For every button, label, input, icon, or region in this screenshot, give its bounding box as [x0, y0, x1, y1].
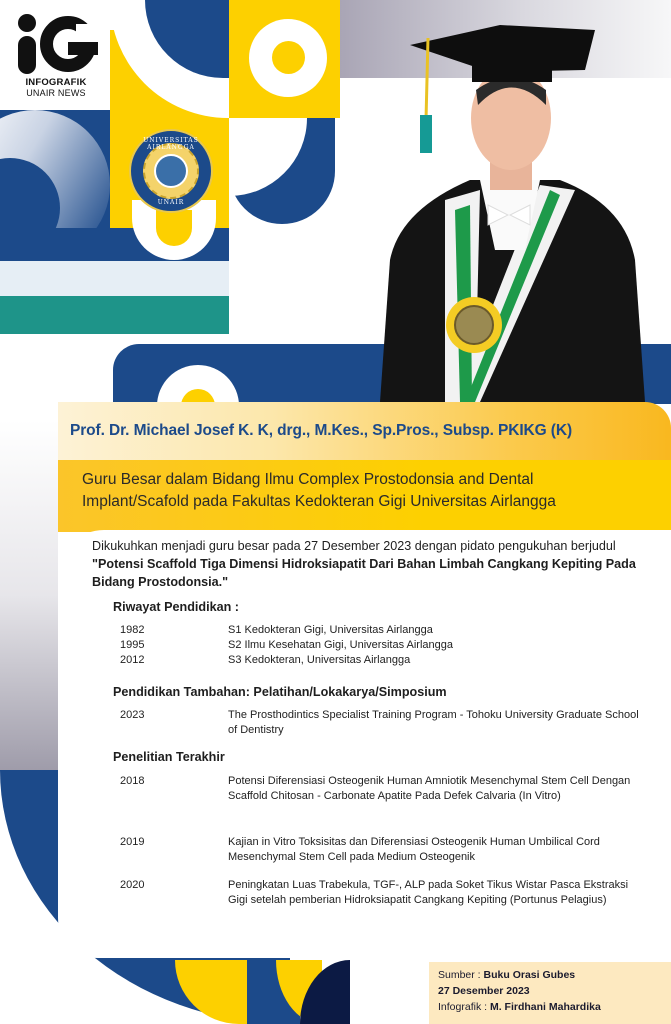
seal-bottom-text: UNAIR — [157, 199, 185, 206]
source-value: Buku Orasi Gubes — [483, 969, 576, 981]
research-year: 2020 — [120, 879, 145, 891]
date-line — [438, 983, 671, 999]
research-year: 2018 — [120, 775, 145, 787]
unair-seal-icon — [129, 129, 213, 213]
decor-bottom-yellow — [175, 960, 247, 1024]
research-desc: Peningkatan Luas Trabekula, TGF-, ALP pada Soket Tikus Wistar Pasca Ekstraksi Gigi setelah pemberian Hidroksiapatit Cangkang Kepiting (Portunus Pelagius) — [228, 879, 629, 906]
source-box — [429, 962, 671, 1024]
research-heading: Penelitian Terakhir — [113, 750, 225, 764]
training-row — [120, 708, 640, 738]
education-desc: S1 Kedokteran Gigi, Universitas Airlangga — [228, 624, 433, 636]
education-desc: S2 Ilmu Kesehatan Gigi, Universitas Airlangga — [228, 639, 454, 651]
source-date: 27 Desember 2023 — [438, 985, 530, 997]
education-row — [120, 653, 640, 668]
decor-left-gradient — [0, 420, 58, 770]
brand-logo — [16, 14, 96, 98]
source-label: Sumber : — [438, 969, 484, 981]
training-year: 2023 — [120, 709, 145, 721]
professor-name: Prof. Dr. Michael Josef K. K, drg., M.Kes., Sp.Pros., Subsp. PKIKG (K) — [70, 422, 573, 439]
education-heading: Riwayat Pendidikan : — [113, 600, 239, 614]
education-row — [120, 623, 640, 638]
research-row — [120, 835, 640, 865]
source-line — [438, 967, 671, 983]
decor-pale-stripe — [0, 261, 229, 296]
education-year: 2012 — [120, 654, 145, 666]
title-line-2: Implant/Scafold pada Fakultas Kedokteran Gigi Universitas Airlangga — [82, 493, 556, 510]
decor-ring-center — [272, 41, 305, 74]
research-desc: Kajian in Vitro Toksisitas dan Diferensiasi Osteogenik Human Umbilical Cord Mesenchymal Stem Cell pada Medium Osteogenik — [228, 836, 600, 863]
name-banner — [58, 402, 671, 460]
intro-paragraph — [92, 537, 662, 591]
research-row — [120, 774, 640, 804]
speech-title: "Potensi Scaffold Tiga Dimensi Hidroksiapatit Dari Bahan Limbah Cangkang Kepiting Pada Bidang Prostodonsia." — [92, 557, 636, 589]
title-banner — [58, 460, 671, 532]
infographic-line — [438, 999, 671, 1015]
training-heading: Pendidikan Tambahan: Pelatihan/Lokakarya/Simposium — [113, 685, 447, 699]
education-desc: S3 Kedokteran, Universitas Airlangga — [228, 654, 411, 666]
intro-prefix: Dikukuhkan menjadi guru besar pada 27 Desember 2023 dengan pidato pengukuhan berjudul — [92, 539, 616, 553]
education-row — [120, 638, 640, 653]
professor-portrait — [360, 10, 660, 402]
training-desc: The Prosthodintics Specialist Training Program - Tohoku University Graduate School of Dentistry — [228, 709, 639, 736]
infographic-label: Infografik : — [438, 1001, 490, 1013]
research-row — [120, 878, 640, 908]
title-line-1: Guru Besar dalam Bidang Ilmu Complex Prostodonsia and Dental — [82, 471, 534, 488]
infographic-value: M. Firdhani Mahardika — [489, 1001, 601, 1013]
logo-line2: UNAIR NEWS — [26, 88, 86, 98]
decor-small-yellow-dot — [156, 210, 192, 246]
ig-logo-icon — [16, 14, 94, 74]
research-year: 2019 — [120, 836, 145, 848]
education-year: 1995 — [120, 639, 145, 651]
education-year: 1982 — [120, 624, 145, 636]
decor-teal-stripe — [0, 296, 229, 334]
research-desc: Potensi Diferensiasi Osteogenik Human Amniotik Mesenchymal Stem Cell Dengan Scaffold Chitosan - Carbonate Apatite Pada Defek Calvaria (In Vitro) — [228, 775, 631, 802]
seal-top-text: UNIVERSITAS AIRLANGGA — [143, 137, 199, 151]
logo-line1: INFOGRAFIK — [25, 77, 87, 88]
content-card — [58, 530, 671, 958]
